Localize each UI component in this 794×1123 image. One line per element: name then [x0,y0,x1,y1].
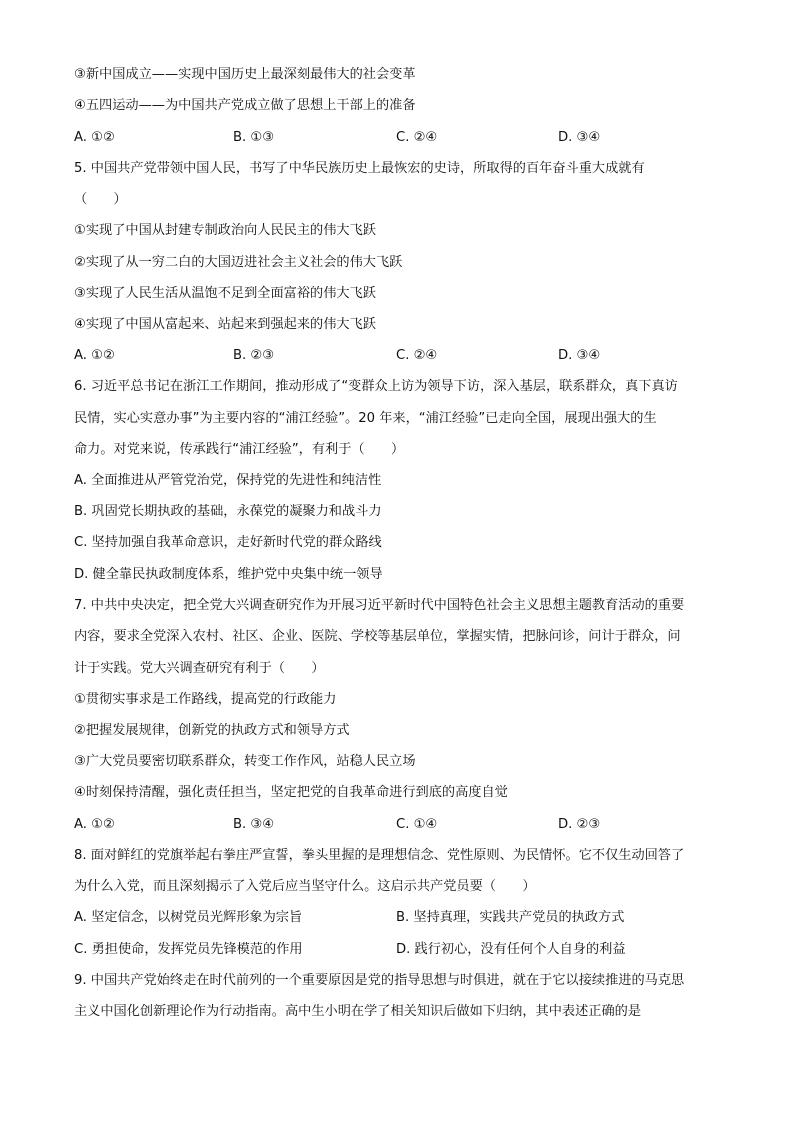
option-b: B. ③④ [233,817,275,832]
option-d: D. ③④ [558,130,601,145]
q7-stem-line-2: 内容，要求全党深入农村、社区、企业、医院、学校等基层单位，掌握实情，把脉问诊，问计于群众，问 [74,629,681,644]
option-d: D. ②③ [558,817,601,832]
q8-stem-line-1: 8. 面对鲜红的党旗举起右拳庄严宣誓，拳头里握的是理想信念、党性原则、为民情怀。它不仅生动回答了 [74,848,685,863]
option-a: A. ①② [74,130,115,145]
prev-item-3: ③新中国成立——实现中国历史上最深刻最伟大的社会变革 [74,67,416,82]
prev-item-4: ④五四运动——为中国共产党成立做了思想上干部上的准备 [74,98,416,113]
q5-stem: 5. 中国共产党带领中国人民，书写了中华民族历史上最恢宏的史诗，所取得的百年奋斗重大成就有 [74,161,645,176]
option-c: C. ②④ [396,348,438,363]
option-c: C. ①④ [396,817,438,832]
q6-option-a: A. 全面推进从严管党治党，保持党的先进性和纯洁性 [74,473,382,488]
q9-stem-line-2: 主义中国化创新理论作为行动指南。高中生小明在学了相关知识后做如下归纳，其中表述正确的是 [74,1004,642,1019]
option-a: A. ①② [74,817,115,832]
q6-stem-line-3: 命力。对党来说，传承践行“浦江经验”，有利于（ ） [74,442,405,457]
q6-option-d: D. 健全靠民执政制度体系，维护党中央集中统一领导 [74,567,383,582]
q7-item-1: ①贯彻实事求是工作路线，提高党的行政能力 [74,692,337,707]
q6-stem-line-1: 6. 习近平总书记在浙江工作期间，推动形成了“变群众上访为领导下访，深入基层，联系群众，真下真访 [74,379,678,394]
q5-item-1: ①实现了中国从封建专制政治向人民民主的伟大飞跃 [74,223,376,238]
option-c: C. ②④ [396,130,438,145]
option-d: D. ③④ [558,348,601,363]
option-b: B. ①③ [233,130,275,145]
q7-item-3: ③广大党员要密切联系群众，转变工作作风，站稳人民立场 [74,754,416,769]
q7-item-4: ④时刻保持清醒，强化责任担当，坚定把党的自我革命进行到底的高度自觉 [74,785,508,800]
q5-item-4: ④实现了中国从富起来、站起来到强起来的伟大飞跃 [74,317,376,332]
q5-paren: （ ） [74,192,127,207]
q7-stem-line-1: 7. 中共中央决定，把全党大兴调查研究作为开展习近平新时代中国特色社会主义思想主题教育活动的重要 [74,598,685,613]
option-c: C. 勇担使命，发挥党员先锋模范的作用 [74,942,303,957]
option-a: A. ①② [74,348,115,363]
q5-item-3: ③实现了人民生活从温饱不足到全面富裕的伟大飞跃 [74,286,376,301]
q5-item-2: ②实现了从一穷二白的大国迈进社会主义社会的伟大飞跃 [74,255,403,270]
q6-option-b: B. 巩固党长期执政的基础，永葆党的凝聚力和战斗力 [74,504,382,519]
option-d: D. 践行初心，没有任何个人自身的利益 [396,942,626,957]
option-b: B. ②③ [233,348,275,363]
q8-stem-line-2: 为什么入党，而且深刻揭示了入党后应当坚守什么。这启示共产党员要（ ） [74,879,536,894]
q6-option-c: C. 坚持加强自我革命意识，走好新时代党的群众路线 [74,535,382,550]
q6-stem-line-2: 民情，实心实意办事”为主要内容的“浦江经验”。20 年来，“浦江经验”已走向全国，展现出强大的生 [74,411,657,426]
option-b: B. 坚持真理，实践共产党员的执政方式 [396,910,625,925]
q7-item-2: ②把握发展规律，创新党的执政方式和领导方式 [74,723,350,738]
option-a: A. 坚定信念，以树党员光辉形象为宗旨 [74,910,303,925]
q7-stem-line-3: 计于实践。党大兴调查研究有利于（ ） [74,661,325,676]
q9-stem-line-1: 9. 中国共产党始终走在时代前列的一个重要原因是党的指导思想与时俱进，就在于它以接续推进的马克思 [74,973,685,988]
